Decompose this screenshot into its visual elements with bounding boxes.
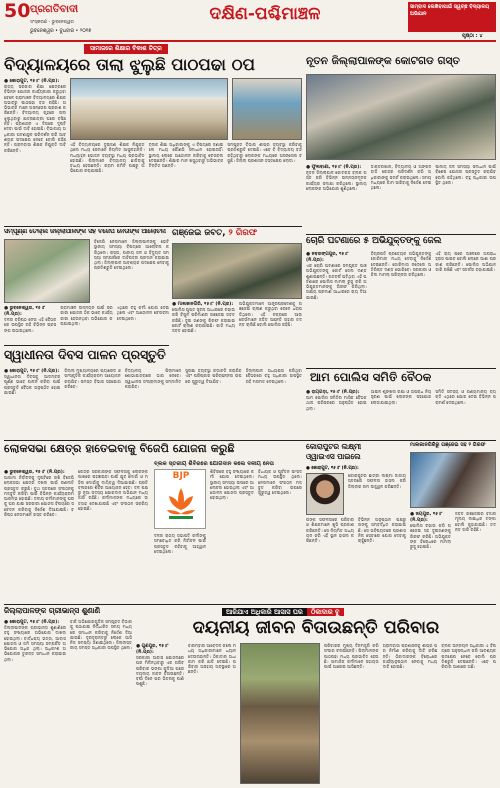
story-bjp-headline: ଲୋକସଭା କ୍ଷେତ୍ର ହାତେଇବାକୁ ବିଜେପି ଯୋଜନା କରୁଛି [4,442,235,455]
story-bjp-right-columns: ଶିବିରରେ ବହୁ ସଂଖ୍ୟାରେ କର୍ମୀ ଯୋଗ ଦେଇଥିଲେ। ସ୍ଥାନୀୟ ସମସ୍ୟା ଉପରେ ଆଲୋଚନା ହୋଇଥିଲା ଏବଂ ଆନ୍ଦୋଳନ ଯୋଜନା ପ୍ରସ୍ତୁତ ହୋଇଥିଲା। ବିଧାୟକ ଓ ପୂର୍ବତନ ସାଂସଦ ମଧ୍ୟ ଉପସ୍ଥିତ ଥିଲେ। ନେତାମାନେ ସଂଗଠନ ମଜବୁତ କରିବା ଉପରେ ଗୁରୁତ୍ୱ ଦେଇଥିଲେ। [210,469,302,501]
story-scholar-headline-a: କୋରାପୁଟର ଲକ୍ଷ୍ମୀ [306,442,362,451]
masthead [0,0,500,40]
story-ganja-columns: ● ମାଲକାନଗିରି, ୧୫।୮ (ନି.ପ୍ର): ପୋଲିସ ଗୁପ୍ତ ସୂଚନା ଆଧାରରେ ଚଢାଉ କରି ବିପୁଳ ପରିମାଣର ଗଞ୍ଜେଇ ଜବତ କରିଛି। ଦୁଇ ଜଣଙ୍କୁ ଗିରଫ କରାଯାଇ କୋର୍ଟ ଚାଲାଣ କରାଯାଇଛି। ଗାଡି ମଧ୍ୟ ଜବତ ହୋଇଛି। ଅଭିଯୁକ୍ତମାନେ ଆନ୍ଧ୍ରପ୍ରଦେଶକୁ ଗଞ୍ଜେଇ ଚାଲାଣ କରୁଥିବା ବେଳେ ଧରାପଡିଥିଲେ। ଏହି ଚକ୍ରରେ ଆଉ କେଉଁମାନେ ଜଡିତ ଅଛନ୍ତି ତାହାର ତଦନ୍ତ ଚାଲିଛି ବୋଲି ପୋଲିସ କହିଛି। [172,301,302,334]
story-school-col-2: ବ୍ଲକ ଶିକ୍ଷା ଅଧିକାରୀଙ୍କୁ ଏ ବିଷୟରେ ଜଣାଇଲେ ମଧ୍ୟ କୌଣସି ସମାଧାନ ହୋଇନାହିଁ। ସ୍ଥାନୀୟ ଲୋକେ ଆନ୍ଦୋଳନ କରିବାକୁ ଚେତାବନୀ ଦେଇଛନ୍ତି। ଶିକ୍ଷାର ମାନ ଖସୁଥିବାରୁ ଅଭିଭାବକ ଚିନ୍ତିତ ଅଛନ୍ତି। [148,142,224,169]
rule-d [306,368,496,369]
story-rally [4,229,169,344]
story-collector-columns [306,164,496,232]
story-ganja-photo [172,243,302,299]
story-family-left-columns: ● ଗୁଣପୁର, ୧୫।୮ (ନି.ପ୍ର): ସରକାରୀ ଆବାସ ଯୋଜନାରେ ଘର ମିଳିନଥିବାରୁ ଏକ ଗରିବ ପରିବାର ଭଙ୍ଗା କୁଡିଆ ଘରେ ଦୟନୀୟ ଜୀବନ ବିତାଉଛନ୍ତି। ବର୍ଷା ଦିନେ ଘର ଭିତରକୁ ପାଣି ପଶୁଛି। ବାରମ୍ବାର ଆବେଦନ କଲେ ମଧ୍ୟ ଅଧିକାରୀମାନେ ଧ୍ୟାନ ଦେଉନାହାନ୍ତି। ଠିକାଦାର ଅଧା କାମ କରି ଛାଡି ଦେଇଛି। ପରିବାର ଅସହାୟ ଅବସ୍ଥାରେ ଅଛନ୍ତି। [136,643,236,687]
story-scholar [306,443,406,603]
bjp-logo-text: BJP [172,471,190,481]
story-rally-dateline: ● ଭୁବନେଶ୍ୱର, ୧୫।୮ (ନି.ପ୍ର): [4,306,46,317]
story-rally-side: ବିଜେପି ନେତାମାନେ ଜିଲ୍ଲାପାଳଙ୍କୁ ଭେଟି ସ୍ଥାନୀୟ ସମସ୍ୟା ବିଷୟରେ ଆଲୋଚନା କରିଥିଲେ। ରାସ୍ତା, ପାନୀୟ ଜଳ ଓ ବିଦ୍ୟୁତ ସମସ୍ୟା ସମ୍ପର୍କରେ ଦାବିପତ୍ର ପ୍ରଦାନ କରାଯାଇଥିଲା। ଜିଲ୍ଲାପାଳ ଆବଶ୍ୟକ ପଦକ୍ଷେପ ନେବାକୁ ପ୍ରତିଶ୍ରୁତି ଦେଇଥିଲେ। [94,239,169,271]
story-scholar-dateline: ● କୋରାପୁଟ, ୧୫।୮ (ନି.ପ୍ର): [306,466,359,471]
story-scholar-side: କୋରାପୁଟର ଛାତ୍ରୀ ଲକ୍ଷ୍ମୀ ଜାତୀୟ ସ୍ତରରେ ସଫଳତା ହାସଲ କରି ଜିଲ୍ଲାର ନାମ ଉଜ୍ଜ୍ୱଳ କରିଛନ୍ତି। [348,473,406,489]
story-family-photo [240,643,320,784]
story-bjp-dateline: ● ଭୁବନେଶ୍ୱର, ୧୫।୮ (ନି.ପ୍ର): [4,470,65,475]
page-number: ପୃଷ୍ଠା : ୪ [462,33,483,39]
story-collector-col-3: ପାନୀୟ ଜଳ ସମସ୍ୟା ସମାଧାନ ପାଇଁ ବିଶେଷ ଯୋଜନା ପ୍ରସ୍ତୁତ କରାଯିବ ବୋଲି କହିଥିଲେ। ବହୁ ଅଧିକାରୀ ଉପସ୍ଥିତ ଥିଲେ। [435,164,497,185]
story-rally-columns: ● ଭୁବନେଶ୍ୱର, ୧୫।୮ (ନି.ପ୍ର): ଦଳର ବରିଷ୍ଠ ନେତା ଏହି ବୈଠକରେ ଉପସ୍ଥିତ ରହି ବିଭିନ୍ନ ପ୍ରସଙ୍ଗ ଉଠାଇଥିଲେ। ଗ୍ରାମାଞ୍ଚଳ ଉନ୍ନୟନ ପାଇଁ ସରକାରୀ ଯୋଜନା ଠିକ ଭାବେ କାର୍ଯ୍ୟକାରୀ ହେଉନଥିବା ଅଭିଯୋଗ କରାଯାଇଥିଲା। ଏଥିରେ ବହୁ କର୍ମୀ ଯୋଗ ଦେଇଥିଲେ ଏବଂ ଆନ୍ଦୋଳନ ଚେତାବନୀ ଦେଇଥିଲେ। [4,305,169,333]
story-police-columns: ● ରାୟଗଡ଼ା, ୧୫।୮ (ନି.ପ୍ର): ଆମ ପୋଲିସ ସମିତିର ମାସିକ ବୈଠକ ଥାନା ପରିସରରେ ଅନୁଷ୍ଠିତ ହୋଇଥିଲା। ଆଇନ ଶୃଙ୍ଖଳା ରକ୍ଷା ଓ ଅପରାଧ ନିୟନ୍ତ୍ରଣ ପାଇଁ ଲୋକଙ୍କ ସହଯୋଗ ଲୋଡାଯାଇଥିଲା। ସମିତି ସଦସ୍ୟ ଓ ଗଣ୍ୟମାନ୍ୟ ବ୍ୟକ୍ତି ଏଥିରେ ଯୋଗ ଦେଇ ବିଭିନ୍ନ ପରାମର୍ଶ ଦେଇଥିଲେ। [306,389,497,411]
story-ganja-headline-a: ଗଞ୍ଜେଇ ଜବତ, [172,228,226,238]
story-school-headline: ବିଦ୍ୟାଳୟରେ ତାଲା ଝୁଲୁଛି ପାଠପଢା ଠପ [4,55,256,74]
story-ganja2 [410,443,496,603]
teaser-box [408,2,496,32]
story-ganja2-columns: ● ଜୟପୁର, ୧୫।୮ (ନି.ପ୍ର): ପୋଲିସ ଚଢାଉ କରି ଗଞ୍ଜେଇ ସହ ଦୁଇଜଣଙ୍କୁ ଗିରଫ କରିଛି। ଅଭିଯୁକ୍ତଙ୍କ ବିରୋଧରେ ମାମଲା ରୁଜୁ ହୋଇଛି। ଜବତ ଗଞ୍ଜେଇର ବଜାର ମୂଲ୍ୟ ଲକ୍ଷାଧିକ ଟଙ୍କା ବୋଲି କୁହାଯାଉଛି। ତଦନ୍ତ ଜାରି ରହିଛି। [410,511,496,550]
story-collector-dateline: ● ଫୁଲବାଣୀ, ୧୫।୮ (ନି.ପ୍ର): [306,165,362,170]
story-family [136,607,496,784]
story-ganja2-dateline: ● ଜୟପୁର, ୧୫।୮ (ନି.ପ୍ର): [410,512,443,523]
story-family-headline: ଦୟନୀୟ ଜୀବନ ବିତାଉଛନ୍ତି ପରିବାର [192,618,440,638]
story-ganja-dateline: ● ମାଲକାନଗିରି, ୧୫।୮ (ନି.ପ୍ର): [172,302,234,307]
story-family-kicker-b: ଠିକାଦାର ବୁ [307,608,344,616]
story-ganja-headline-b: ୨ ଗିରଫ [228,228,258,238]
story-collector-headline: ନୂତନ ଜିଲ୍ଲାପାଳଙ୍କ କୋଟଗଡ ଗସ୍ତ [306,55,460,67]
anniversary-mark: 50 [4,0,31,22]
story-court-columns: ● ନବରଙ୍ଗପୁର, ୧୫।୮ (ନି.ପ୍ର): ଏକ ଚୋରି ଘଟଣାରେ ସମ୍ପୃକ୍ତ ପାଞ୍ଚ ଅଭିଯୁକ୍ତଙ୍କୁ କୋର୍ଟ ଜେଲ ଦଣ୍ଡ ଶୁଣାଇଛନ୍ତି। ଗତବର୍ଷ ଘଟିଥିବା ଏହି ଘଟଣାରେ ପୋଲିସ ମାମଲା ରୁଜୁ କରି ଅଭିଯୁକ୍ତମାନଙ୍କୁ ଗିରଫ କରିଥିଲା। ସାକ୍ଷ୍ୟ ପ୍ରମାଣ ଆଧାରରେ ରାୟ ଦିଆଯାଇଛି। ବିଚାରପତି ପ୍ରତ୍ୟେକ ଅଭିଯୁକ୍ତଙ୍କୁ ଜୋରିମାନା ମଧ୍ୟ ଦେବାକୁ ନିର୍ଦ୍ଦେଶ ଦେଇଛନ୍ତି। ଜୋରିମାନା ନଦେଲେ ଅତିରିକ୍ତ ଦଣ୍ଡ ଭୋଗିବେ। ସରକାରୀ ଓକିଲ ମାମଲା ପରିଚାଳନା କରିଥିଲେ। ଏହି ରାୟ ପରେ ଅଞ୍ଚଳରେ ଅପରାଧ ହ୍ରାସ ପାଇବ ବୋଲି ଲୋକେ ଆଶା ପ୍ରକାଶ କରିଛନ୍ତି। ପୋଲିସ ଅଭିଯାନ ଜାରି ରଖିଛି ଏବଂ ସତର୍କତା ବଢାଯାଇଛି। [306,251,497,300]
story-bjp-left-columns: ● ଭୁବନେଶ୍ୱର, ୧୫।୮ (ନି.ପ୍ର): ଆଗାମୀ ନିର୍ବାଚନକୁ ଦୃଷ୍ଟିରେ ରଖି ବିଜେପି ଲୋକସଭା କ୍ଷେତ୍ର ଦଖଲ ପାଇଁ ରଣନୀତି ପ୍ରସ୍ତୁତ କରୁଛି। ବୁଥ ସ୍ତରରେ ସଂଗଠନକୁ ମଜବୁତ କରିବା ପାଇଁ ବିଭିନ୍ନ କାର୍ଯ୍ୟକ୍ରମ ଆରମ୍ଭ ହୋଇଛି। ଦଳୀୟ କର୍ମୀମାନଙ୍କୁ ଘରକୁ ଘର ଯାଇ ସରକାରୀ ଯୋଜନା ବିଷୟରେ ସଚେତନ କରିବାକୁ ନିର୍ଦ୍ଦେଶ ଦିଆଯାଇଛି। ବରିଷ୍ଠ ନେତାମାନେ ଗସ୍ତ କରିବେ। କେନ୍ଦ୍ର ସରକାରଙ୍କ ସଫଳତାକୁ ଲୋକଙ୍କ ପାଖରେ ପହଞ୍ଚାଇବା ପାଇଁ ଯୁବ ମୋର୍ଚ୍ଚା ଓ ମହିଳା ମୋର୍ଚ୍ଚାକୁ ଦାୟିତ୍ୱ ଦିଆଯାଇଛି। ପ୍ରତି ବ୍ଲକରେ ଶିବିର ଆୟୋଜନ ହେବ। ଦଳ ପକ୍ଷରୁ ନୂଆ ସଦସ୍ୟ ଯୋଗଦାନ ଅଭିଯାନ ମଧ୍ୟ ଜାରି ରହିଛି। କର୍ମୀମାନଙ୍କ ମଧ୍ୟରେ ଉତ୍ସାହ ଦେଖାଯାଉଛି ଏବଂ ସଂଗଠନ ସକ୍ରିୟ ହୋଇଛି। [4,469,148,518]
rule-e [4,440,496,441]
story-ganja2-headline: ମାଲକାନଗିରିରୁ ଗଞ୍ଜେଇ ସହ ୨ ଗିରଫ [410,442,486,448]
story-scholar-headline-b: ଓ୍ୱାଇଏସ ପାଇଲେ [306,452,361,461]
bjp-logo [154,469,206,529]
story-independence-dateline: ● କୋରାପୁଟ, ୧୫।୮ (ନି.ପ୍ର): [4,369,60,374]
story-ganja2-photo [410,452,496,508]
story-independence-headline: ସ୍ୱାଧୀନତା ଦିବସ ପାଳନ ପ୍ରସ୍ତୁତି [4,347,166,362]
story-school-kicker: ସାମାଜରେ ଶିକ୍ଷାର ବିକାଶ ଚିତ୍ର [84,44,168,54]
story-court-dateline: ● ନବରଙ୍ଗପୁର, ୧୫।୮ (ନି.ପ୍ର): [306,252,349,263]
story-independence-columns: ● କୋରାପୁଟ, ୧୫।୮ (ନି.ପ୍ର): ସ୍ୱାଧୀନତା ଦିବସକୁ ଆଡମ୍ବରପୂର୍ଣ୍ଣ ଭାବେ ପାଳନ କରିବା ପାଇଁ ପ୍ରସ୍ତୁତି ବୈଠକ ଅନୁଷ୍ଠିତ ହୋଇଯାଇଛି। ଜିଲ୍ଲା ମୁଖ୍ୟାଳୟରେ ପ୍ୟାରେଡ ଓ ସାଂସ୍କୃତିକ କାର୍ଯ୍ୟକ୍ରମ ଆୟୋଜନ କରାଯିବ। ସମସ୍ତ ବିଭାଗ ସହଯୋଗ କରିବେ। ବିଦ୍ୟାଳୟ ପିଲାମାନେ ଶୋଭାଯାତ୍ରାରେ ଭାଗ ନେବେ। ସ୍ୱାଧୀନତା ସଂଗ୍ରାମୀଙ୍କୁ ସମ୍ମାନିତ କରାଯିବ। ସୁରକ୍ଷା ବ୍ୟବସ୍ଥା କଡାକଡି କରାଯିବ ଏବଂ ପରିଷ୍କାର ପରିଚ୍ଛନ୍ନତା ଉପରେ ଗୁରୁତ୍ୱ ଦିଆଯିବ। ଜିଲ୍ଲାପାଳ ଅଧ୍ୟକ୍ଷତା କରିଥିବା ବୈଠକରେ ବହୁ ଅଧିକାରୀ ଉପସ୍ଥିତ ରହି ମତାମତ ଦେଇଥିଲେ। [4,368,303,395]
brand-subline: ସଂସ୍କରଣ - ଭୁବନେଶ୍ୱର [30,20,74,25]
story-grievance-columns: ● କୋରାପୁଟ, ୧୫।୮ (ନି.ପ୍ର): ଜିଲ୍ଲାପାଳଙ୍କ ଗ୍ରୀଭାନ୍ସ ଶୁଣାଣିରେ ବହୁ ସଂଖ୍ୟାରେ ଅଭିଯୋଗ ଦାଖଲ ହୋଇଥିଲା। ବାର୍ଦ୍ଧକ୍ୟ ଭତ୍ତା, ଆବାସ ଯୋଜନା ଓ ଜମି ସମସ୍ୟା ସମ୍ପର୍କିତ ଅଭିଯୋଗ ଅଧିକ ଥିଲା। ଅଧିକାଂଶ ଅଭିଯୋଗର ତୁରନ୍ତ ସମାଧାନ କରାଯାଇଥିଲା। ବାକି ଅଭିଯୋଗଗୁଡିକ ସମ୍ପୃକ୍ତ ବିଭାଗକୁ ପଠାଯାଇ ନିର୍ଦ୍ଧାରିତ ସମୟ ମଧ୍ୟରେ ସମାଧାନ କରିବାକୁ ନିର୍ଦ୍ଦେଶ ଦିଆଯାଇଛି। ଦୂରଦୂରାନ୍ତରୁ ଲୋକେ ଆସି ନିଜ ସମସ୍ୟା ଜଣାଇଥିଲେ। ଜିଲ୍ଲାସ୍ତରୀୟ ସମସ୍ତ ଅଧିକାରୀ ଉପସ୍ଥିତ ଥିଲେ। [4,619,132,662]
story-ganja-headline [172,229,302,238]
story-bjp [4,443,302,603]
story-rally-headline: ସମ୍ପୂର୍ଣ୍ଣ ତେଲ୍ଲି ଜିଲ୍ଲାପାଳଙ୍କ ସହ ବିଜେପି ନେତାଙ୍କ ଆଲୋଚନା [4,229,166,235]
story-school-body-left [4,78,66,224]
story-school-col-3: ସମ୍ପୃକ୍ତ ବିଭାଗ ଶୀଘ୍ର ବ୍ୟବସ୍ଥା କରିବାକୁ ପ୍ରତିଶ୍ରୁତି ଦେଇଛି। ଏବେ ବି ବିଦ୍ୟାଳୟ ବନ୍ଦ ରହିଥିବାରୁ ଲୋକଙ୍କ ମଧ୍ୟରେ ଅସନ୍ତୋଷ ବଢୁଛି। ଜିଲ୍ଲା ପ୍ରଶାସନ ହସ୍ତକ୍ଷେପ ଲୋଡା। [227,142,303,163]
story-police-dateline: ● ରାୟଗଡ଼ା, ୧୫।୮ (ନି.ପ୍ର): [306,390,360,395]
story-independence [4,348,302,438]
story-scholar-columns: ତାଙ୍କ ସଫଳତାରେ ପରିବାର ଓ ଶିକ୍ଷକମାନେ ଖୁସି ପ୍ରକାଶ କରିଛନ୍ତି। ସେ ନିୟମିତ ଅଧ୍ୟୟନ କରି ଏହି ସ୍ଥାନ ହାସଲ କରିଛନ୍ତି। ବିଭିନ୍ନ ଅନୁଷ୍ଠାନ ପକ୍ଷରୁ ତାଙ୍କୁ ସମ୍ବର୍ଦ୍ଧିତ କରାଯାଇଛି। ସେ ଭବିଷ୍ୟତରେ ପ୍ରଶାସନିକ ସେବାରେ ଯୋଗ ଦେବାକୁ ଚାହୁଁଛନ୍ତି। [306,517,406,544]
story-police-headline: ଆମ ପୋଲିସ ସମିତି ବୈଠକ [310,370,432,384]
story-school-col-1: ଏହି ବିଦ୍ୟାଳୟରେ ଦୁଇଜଣ ଶିକ୍ଷକ ନିଯୁକ୍ତ ଥିଲେ ମଧ୍ୟ ସେମାନେ ନିୟମିତ ଆସୁନାହାନ୍ତି। ମଧ୍ୟାହ୍ନ ଭୋଜନ ବ୍ୟବସ୍ଥା ମଧ୍ୟ ପ୍ରଭାବିତ ହୋଇଛି। ପିଲାମାନେ ବିଦ୍ୟାଳୟ ଛାଡିବାକୁ ବାଧ୍ୟ ହେଉଛନ୍ତି। ଗ୍ରାମ କମିଟି ପକ୍ଷରୁ ଅଭିଯୋଗ କରାଯାଇଛି। [70,142,145,174]
story-school-photo [70,78,228,140]
story-grievance-dateline: ● କୋରାପୁଟ, ୧୫।୮ (ନି.ପ୍ର): [4,620,60,625]
story-collector-col-2: ଡାକ୍ତରଖାନା, ବିଦ୍ୟାଳୟ ଓ ଅଙ୍ଗନବାଡି କେନ୍ଦ୍ର ପରିଦର୍ଶନ କରି ଅଧିକାରୀଙ୍କୁ ସତର୍କ କରାଇଥିଲେ। ସମୟ ମଧ୍ୟରେ କାମ ସାରିବାକୁ ନିର୍ଦ୍ଦେଶ ଦେଇଥିଲେ। [370,164,432,191]
story-court [306,237,496,365]
story-collector-photo [306,74,496,160]
story-school-columns [70,142,302,224]
issue-date: ଭୁବନେଶ୍ୱର • ବୁଧବାର • ୨୦୧୭ [30,29,92,34]
story-school-dateline: ● କୋରାପୁଟ, ୧୫।୮ (ନି.ପ୍ର): [4,79,60,84]
story-family-right-columns: ପରିବାରର ମୁଖ୍ୟ ଦିନମଜୁରି କରି ସଂସାର ଚଳାଉଛନ୍ତି। ପିଲାମାନଙ୍କ ପାଠପଢା ମଧ୍ୟ ପ୍ରଭାବିତ ହେଉଛି। ସାମାଜିକ କର୍ମୀମାନେ ସହାୟତା ପାଇଁ ଆଗେଇ ଆସିଛନ୍ତି। ଗ୍ରାମବାସୀ ପ୍ରଶାସନକୁ ଶୀଘ୍ର ଘର ନିର୍ମାଣ କରିବାକୁ ଦାବି କରିଛନ୍ତି। ଠିକାଦାରଙ୍କ ବିରୋଧରେ କାର୍ଯ୍ୟାନୁଷ୍ଠାନ ନେବାକୁ ମଧ୍ୟ ଦାବି ହୋଇଛି। ବ୍ଲକ ଉନ୍ନୟନ ଅଧିକାରୀ ଏ ବିଷୟରେ ଅନୁସନ୍ଧାନ କରି ଆବଶ୍ୟକ ପଦକ୍ଷେପ ନେବେ ବୋଲି ପ୍ରତିଶ୍ରୁତି ଦେଇଛନ୍ତି। ଏବେ ପରିବାର ଆଶାରେ ଅଛି। [324,643,497,670]
story-scholar-photo [306,473,344,515]
story-school-text: ରାଜ୍ୟ ସରକାର ଶିକ୍ଷା କ୍ଷେତ୍ରରେ ବିଭିନ୍ନ ଯୋଜନା କାର୍ଯ୍ୟକାରୀ କରୁଥିବା ବେଳେ ଗ୍ରାମାଞ୍ଚଳ ବିଦ୍ୟାଳୟରେ ଶିକ୍ଷକ ଅଭାବରୁ ପାଠପଢା ବନ୍ଦ ରହିଛି। ଅଭିଭାବକ ମାନେ ଅସନ୍ତୋଷ ପ୍ରକାଶ କରିଛନ୍ତି। ବିଦ୍ୟାଳୟ ଗୃହରେ ତାଲା ଝୁଲୁଥିବାରୁ ଛାତ୍ରଛାତ୍ରୀ ଘରେ ବସିଛନ୍ତି। ପ୍ରଶାସନ ଏ ଦିଗରେ ଦୃଷ୍ଟି ଦେବା ପାଇଁ ଦାବି ହୋଇଛି। ବିଭାଗୀୟ ଅଧିକାରୀ ଘଟଣାସ୍ଥଳ ପରିଦର୍ଶନ କରି ଆବଶ୍ୟକ ପଦକ୍ଷେପ ନେବେ ବୋଲି କହିଛନ୍ତି। ଗ୍ରାମବାସୀ ଶିକ୍ଷକ ନିଯୁକ୍ତି ଦାବି କରିଛନ୍ତି। [4,84,66,153]
story-grievance-headline: ଜିଲ୍ଲାପାଳଙ୍କ ଗ୍ରୀଭାନ୍ସ ଶୁଣାଣି [4,606,101,615]
story-collector-col-1: ● ଫୁଲବାଣୀ, ୧୫।୮ (ନି.ପ୍ର): ନୂତନ ଜିଲ୍ଲାପାଳ କୋଟଗଡ ବ୍ଲକ ଗସ୍ତ କରି ବିଭିନ୍ନ ଉନ୍ନୟନମୂଳକ କାର୍ଯ୍ୟର ସମୀକ୍ଷା କରିଥିଲେ। ସ୍ଥାନୀୟ ଲୋକଙ୍କ ଅଭିଯୋଗ ଶୁଣିଥିଲେ। [306,165,367,191]
story-bjp-mid: ଦଳର ରାଜ୍ୟ ସଭାପତି କର୍ମୀଙ୍କୁ ସମ୍ବୋଧିତ କରି ନିର୍ବାଚନ ପାଇଁ ପ୍ରସ୍ତୁତ ରହିବାକୁ ଆହ୍ୱାନ ଦେଇଥିଲେ। [154,533,206,554]
rule-f [4,604,496,605]
teaser-text: ସାମ୍ବାଦ ଲେଖିବାପାଇଁ ସ୍ୱଚ୍ଛ ବିଦ୍ୟାଳୟ ଅଭିଯାନ [410,4,490,17]
bjp-lotus-icon [163,484,199,520]
story-family-kicker [222,607,344,617]
rule-b [306,234,496,235]
story-bjp-subhead: ବ୍ଲକ ସ୍ତରୀୟ ଶିବିରରେ ଯୋଗଦାନ କଲେ ଦଳୀୟ ନେତା [154,461,274,467]
masthead-rule [4,40,496,42]
story-school [4,44,302,224]
story-rally-photo [4,239,90,303]
story-school-photo-2 [232,78,302,140]
section-title: ଦକ୍ଷିଣ-ପଶ୍ଚିମାଞ୍ଚଳ [209,4,321,24]
story-collector [306,44,496,232]
story-grievance [4,607,132,784]
rule-c [4,345,169,346]
rule-a [4,226,302,227]
story-court-headline: ଚୋରି ଘଟଣାରେ ୫ ଅଭିଯୁକ୍ତଙ୍କୁ ଜେଲ [306,236,442,246]
story-police [306,371,496,439]
story-family-dateline: ● ଗୁଣପୁର, ୧୫।୮ (ନି.ପ୍ର): [136,644,169,655]
story-family-kicker-a: ଆଜିଯାଏ ଅଧିକାରି ଆସାସ ଘର [222,608,307,616]
brand-name: ପ୍ରଗତିବାଦୀ [30,4,79,15]
